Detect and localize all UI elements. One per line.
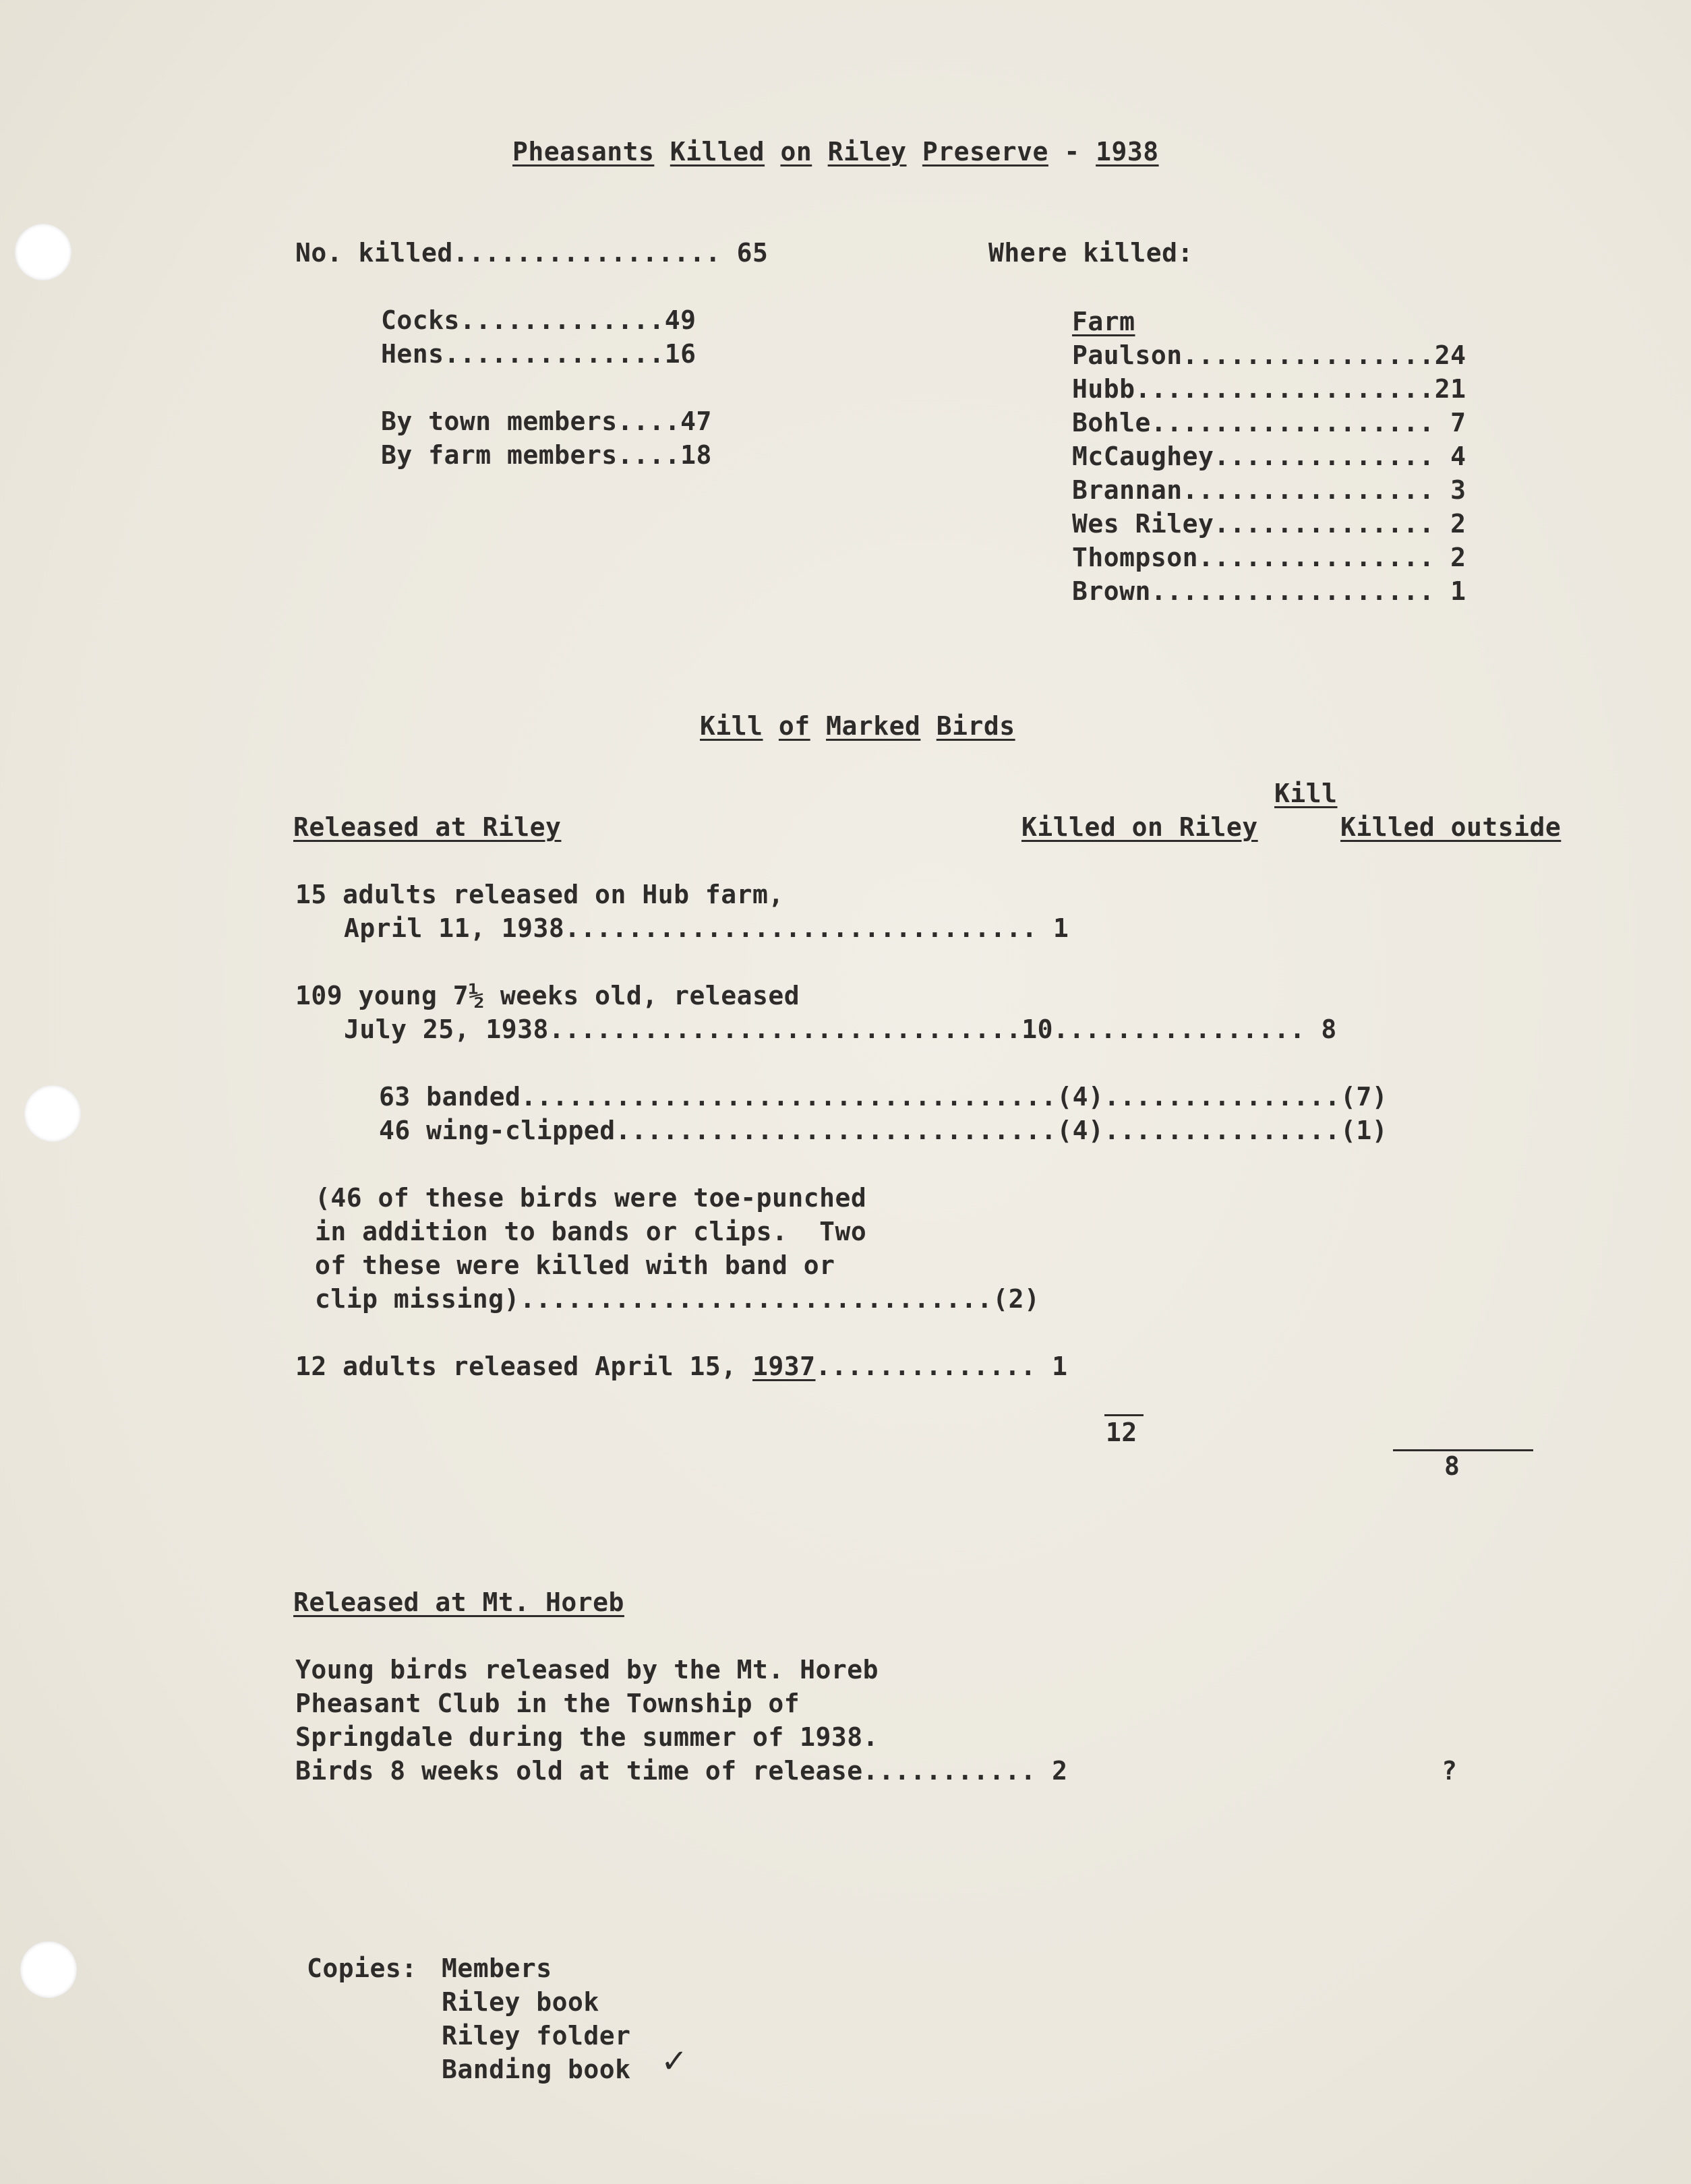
copies-item: Riley book (442, 1987, 599, 2017)
toe-punched-note-line3: of these were killed with band or (315, 1250, 835, 1280)
horeb-line3: Springdale during the summer of 1938. (295, 1722, 879, 1752)
marked-title-word: Birds (936, 711, 1015, 741)
hens-line: Hens..............16 (381, 339, 696, 369)
title-word: Killed (670, 137, 765, 166)
toe-punched-note-line4: clip missing)..............................(2) (315, 1284, 1040, 1314)
entry-young-line2: July 25, 1938..............................10................ 8 (344, 1014, 1337, 1044)
copies-item: Riley folder (442, 2021, 631, 2051)
farm-members-line: By farm members....18 (381, 440, 712, 470)
entry-hub-farm-line1: 15 adults released on Hub farm, (295, 880, 784, 909)
entry-young-line1: 109 young 7½ weeks old, released (295, 981, 800, 1010)
released-at-mt-horeb-header: Released at Mt. Horeb (293, 1587, 624, 1617)
kill-column-group-header: Kill (1274, 779, 1338, 808)
entry-1937-suffix: .............. 1 (815, 1352, 1068, 1381)
where-killed-heading: Where killed: (988, 238, 1193, 268)
banded-line: 63 banded..................................(4)...............(7) (379, 1082, 1388, 1112)
farm-row: Wes Riley.............. 2 (1072, 509, 1466, 539)
title-dash: - (1064, 137, 1080, 166)
entry-1937-year: 1937 (752, 1352, 816, 1381)
farm-row: Hubb...................21 (1072, 374, 1466, 404)
title-year: 1938 (1096, 137, 1159, 166)
total-killed-on-riley: 12 (1106, 1418, 1137, 1447)
farm-row: Brannan................ 3 (1072, 475, 1466, 505)
farm-row: Thompson............... 2 (1072, 543, 1466, 572)
farm-row: McCaughey.............. 4 (1072, 442, 1466, 471)
farm-row: Bohle.................. 7 (1072, 408, 1466, 437)
farm-row: Brown.................. 1 (1072, 576, 1466, 606)
killed-on-riley-header: Killed on Riley (1021, 812, 1258, 842)
marked-birds-title (700, 709, 1015, 743)
title-word: on (780, 137, 812, 166)
marked-title-word: Kill (700, 711, 763, 741)
town-members-line: By town members....47 (381, 406, 712, 436)
horeb-killed-outside: ? (1442, 1756, 1458, 1786)
wing-clipped-line: 46 wing-clipped............................(4)...............(1) (379, 1116, 1388, 1145)
horeb-line4: Birds 8 weeks old at time of release........... 2 (295, 1756, 1068, 1786)
checkmark-icon: ✓ (661, 2042, 688, 2080)
farm-label: Farm (1072, 307, 1135, 336)
title-word: Preserve (922, 137, 1048, 166)
released-at-riley-header: Released at Riley (293, 812, 562, 842)
total-outside-rule (1393, 1449, 1533, 1451)
entry-hub-farm-line2: April 11, 1938.............................. 1 (344, 913, 1069, 943)
title-word: Pheasants (512, 137, 655, 166)
marked-title-word: of (778, 711, 810, 741)
punch-hole-middle (24, 1085, 81, 1142)
punch-hole-top (15, 224, 71, 280)
horeb-line2: Pheasant Club in the Township of (295, 1689, 800, 1718)
marked-title-word: Marked (826, 711, 921, 741)
copies-item: Members (442, 1953, 552, 1983)
horeb-line1: Young birds released by the Mt. Horeb (295, 1655, 879, 1685)
killed-outside-header: Killed outside (1340, 812, 1562, 842)
no-killed-line: No. killed................. 65 (295, 238, 769, 268)
copies-label: Copies: (307, 1953, 417, 1983)
document-title (512, 135, 1159, 169)
title-word: Riley (827, 137, 907, 166)
total-killed-outside: 8 (1444, 1451, 1460, 1481)
toe-punched-note-line2: in addition to bands or clips. Two (315, 1217, 867, 1246)
entry-1937-prefix: 12 adults released April 15, (295, 1352, 752, 1381)
farm-row: Paulson................24 (1072, 340, 1466, 370)
punch-hole-bottom (20, 1941, 77, 1998)
toe-punched-note-line1: (46 of these birds were toe-punched (315, 1183, 867, 1213)
cocks-line: Cocks.............49 (381, 305, 696, 335)
entry-1937-line (295, 1349, 1068, 1383)
copies-item: Banding book (442, 2055, 631, 2084)
